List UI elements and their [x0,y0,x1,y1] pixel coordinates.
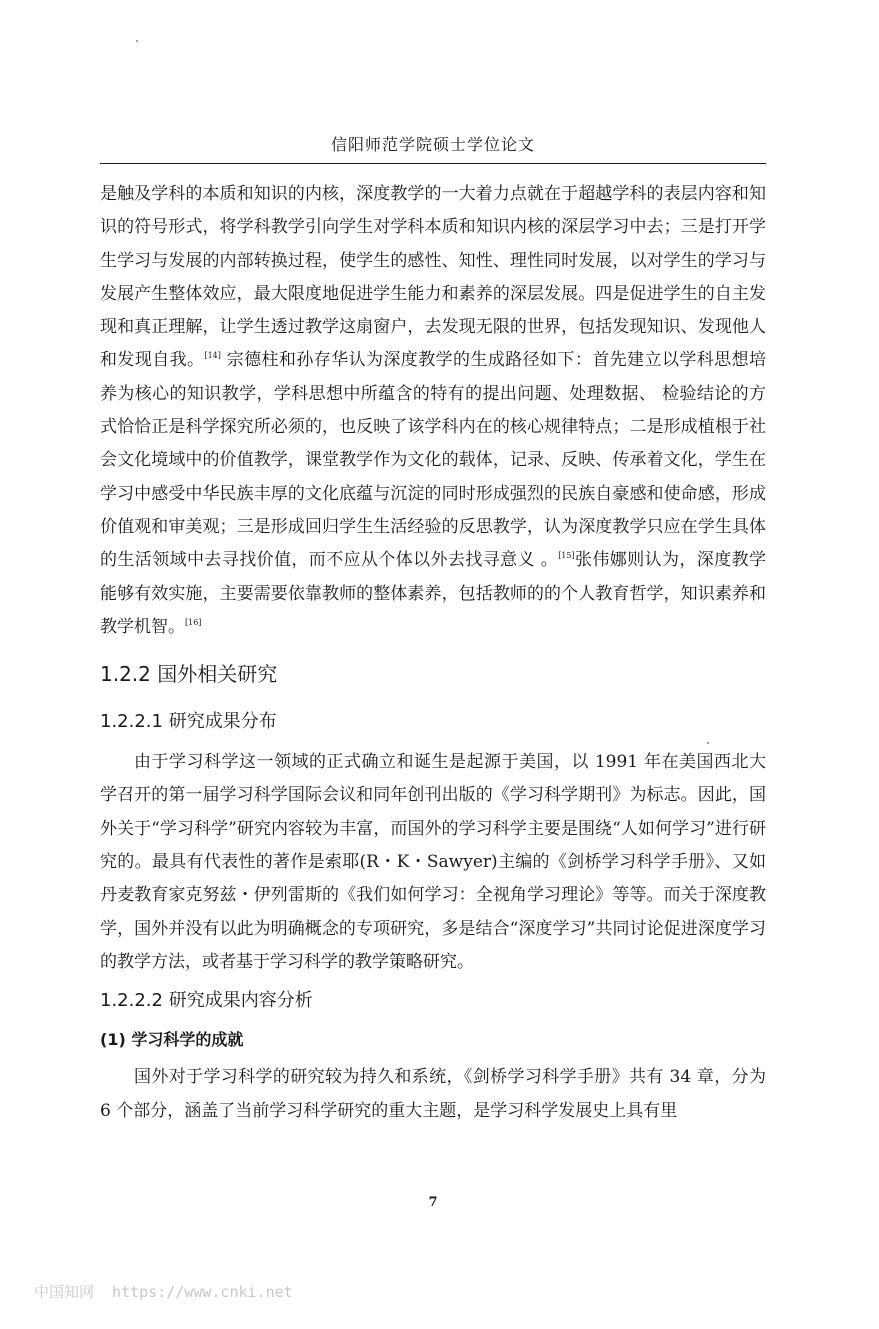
citation-ref: [14] [204,351,221,361]
paragraph-cambridge-handbook: 国外对于学习科学的研究较为持久和系统，《剑桥学习科学手册》共有 34 章，分为 6 个部分，涵盖了当前学习科学研究的重大主题，是学习科学发展史上具有里 [100,1067,766,1121]
page-number: 7 [428,1195,438,1210]
subsection-heading-content-analysis: 1.2.2.2 研究成果内容分析 [100,990,313,1012]
scan-speck [136,40,138,42]
paragraph-text: 宗德柱和孙存华认为深度教学的生成路径如下：首先建立以学科思想培养为核心的知识教学，学科思想中所蕴含的特有的提出问题、处理数据、 检验结论的方式恰恰正是科学探究所必须的，也反映了该学科内在的核心规律特点；二是形成植根于社会文化境域中的价值教学，课堂教学作为文化的载体，记录、反映、传承着文化，学生在学习中感受中华民族丰厚的文化底蕴与沉淀的同时形成强烈的民族自豪感和使命感，形成价值观和审美观；三是形成回归学生生活经验的反思教学，认为深度教学只应在学生具体的生活领域中去寻找价值，而不应从个体以外去找寻意义 。 [100,350,767,571]
subsection-heading-results-distribution: 1.2.2.1 研究成果分布 [100,711,277,733]
paragraph-deep-teaching [100,178,766,644]
header-rule [100,163,766,164]
page-body [100,178,766,1128]
section-heading-foreign-research: 1.2.2 国外相关研究 [100,662,278,687]
paragraph-text: 是触及学科的本质和知识的内核，深度教学的一大着力点就在于超越学科的表层内容和知识的符号形式，将学科教学引向学生对学科本质和知识内核的深层学习中去；三是打开学生学习与发展的内部转换过程，使学生的感性、知性、理性同时发展，以对学生的学习与发展产生整体效应，最大限度地促进学生能力和素养的深层发展。四是促进学生的自主发现和真正理解，让学生透过教学这扇窗户，去发现无限的世界，包括发现知识、发现他人和发现自我。 [100,184,766,371]
citation-ref: [16] [185,617,202,627]
paragraph-learning-science-origin: 由于学习科学这一领域的正式确立和诞生是起源于美国，以 1991 年在美国西北大学召开的第一届学习科学国际会议和同年创刊出版的《学习科学期刊》为标志。因此，国外关于“学习科学”研究内容较为丰富，而国外的学习科学主要是围绕“人如何学习”进行研究的。最具有代表性的著作是索耶(R・K・Sawyer)主编的《剑桥学习科学手册》、又如丹麦教育家克努兹・伊列雷斯的《我们如何学习：全视角学习理论》等等。而关于深度教学，国外并没有以此为明确概念的专项研究，多是结合“深度学习”共同讨论促进深度学习的教学方法，或者基于学习科学的教学策略研究。 [100,752,766,972]
item-heading-learning-science-achievements: (1) 学习科学的成就 [100,1030,244,1050]
paragraph-text: 张伟娜则认为，深度教学能够有效实施，主要需要依靠教师的整体素养，包括教师的的个人教育哲学，知识素养和教学机智。 [100,550,767,637]
running-header: 信阳师范学院硕士学位论文 [330,135,535,154]
cnki-watermark: 中国知网 https://www.cnki.net [34,1283,293,1301]
citation-ref: [15] [558,551,575,561]
